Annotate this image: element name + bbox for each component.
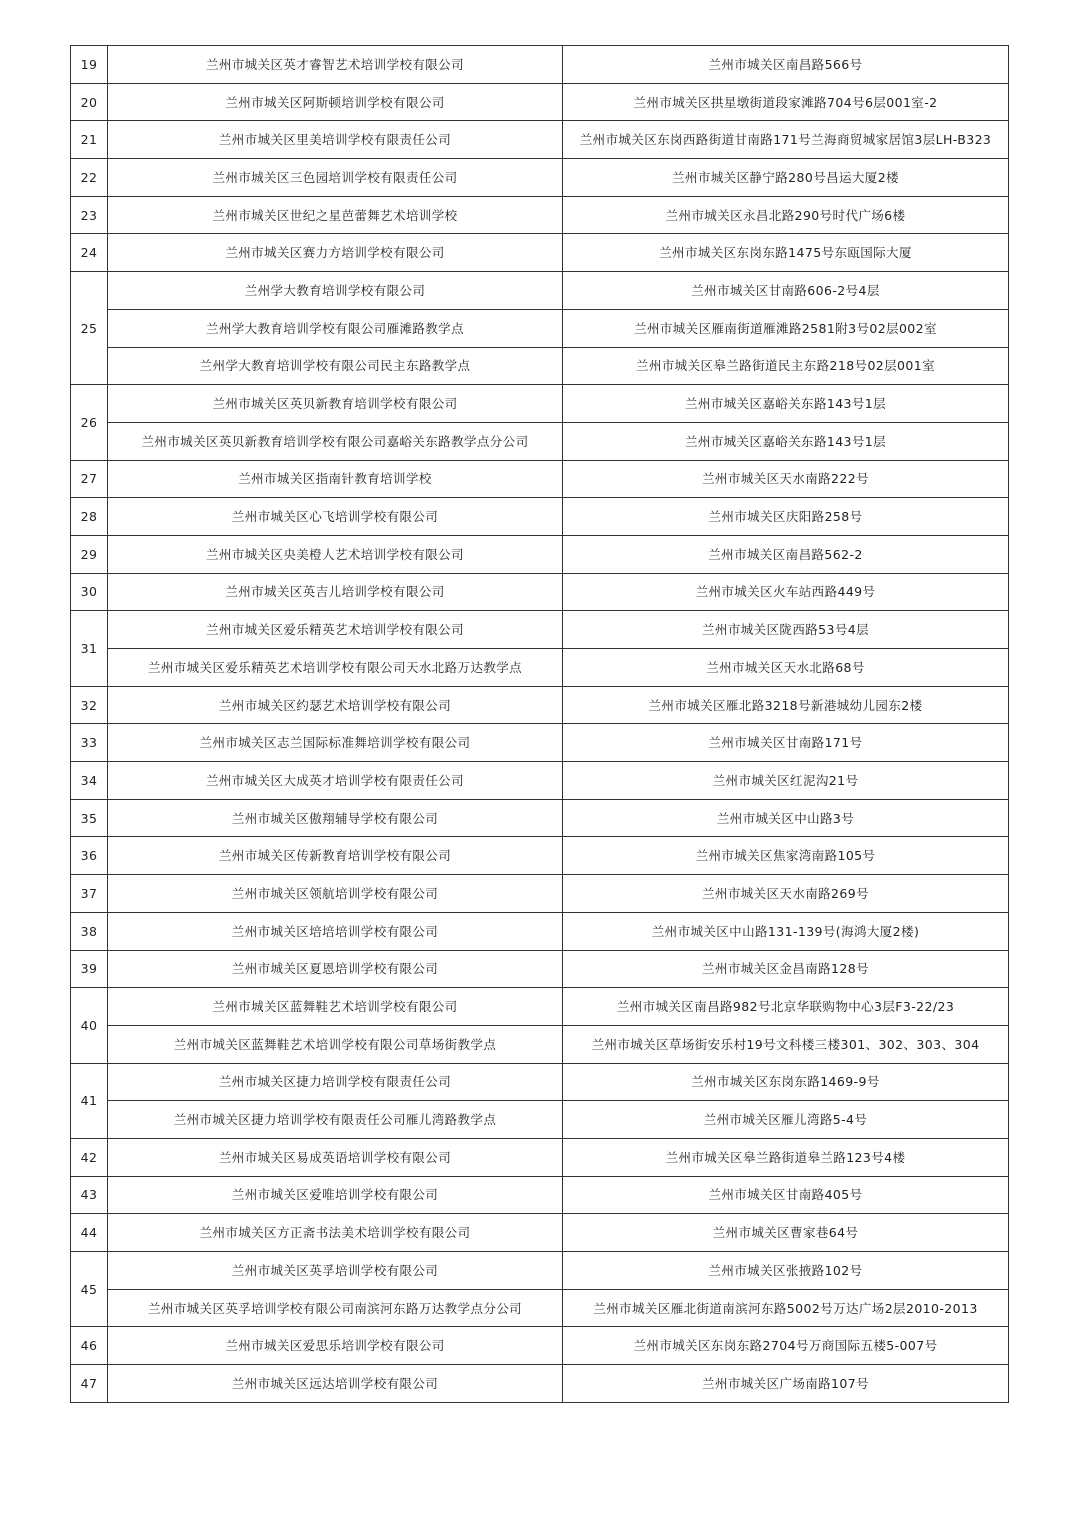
school-name: 兰州市城关区英吉儿培训学校有限公司: [108, 573, 563, 611]
school-address: 兰州市城关区曹家巷64号: [563, 1214, 1009, 1252]
school-name: 兰州市城关区心飞培训学校有限公司: [108, 498, 563, 536]
table-row: [71, 234, 1009, 272]
row-number: 44: [71, 1214, 108, 1252]
school-name: 兰州市城关区英孚培训学校有限公司: [108, 1252, 563, 1290]
school-name: 兰州市城关区英贝新教育培训学校有限公司嘉峪关东路教学点分公司: [108, 422, 563, 460]
school-name: 兰州市城关区三色园培训学校有限责任公司: [108, 159, 563, 197]
school-name: 兰州市城关区蓝舞鞋艺术培训学校有限公司草场街教学点: [108, 1025, 563, 1063]
table-row: [71, 912, 1009, 950]
row-number: 21: [71, 121, 108, 159]
school-address: 兰州市城关区焦家湾南路105号: [563, 837, 1009, 875]
table-row: [71, 724, 1009, 762]
school-name: 兰州学大教育培训学校有限公司雁滩路教学点: [108, 309, 563, 347]
school-address: 兰州市城关区天水南路222号: [563, 460, 1009, 498]
school-address: 兰州市城关区永昌北路290号时代广场6楼: [563, 196, 1009, 234]
table-row: [71, 988, 1009, 1026]
school-address: 兰州市城关区甘南路405号: [563, 1176, 1009, 1214]
row-number: 19: [71, 46, 108, 84]
row-number: 45: [71, 1252, 108, 1327]
row-number: 28: [71, 498, 108, 536]
table-row: [71, 498, 1009, 536]
row-number: 34: [71, 762, 108, 800]
school-list-table: [70, 45, 1009, 1403]
table-row: [71, 837, 1009, 875]
row-number: 29: [71, 535, 108, 573]
table-row: [71, 686, 1009, 724]
school-name: 兰州市城关区央美橙人艺术培训学校有限公司: [108, 535, 563, 573]
school-name: 兰州市城关区英才睿智艺术培训学校有限公司: [108, 46, 563, 84]
school-address: 兰州市城关区雁儿湾路5-4号: [563, 1101, 1009, 1139]
row-number: 30: [71, 573, 108, 611]
school-address: 兰州市城关区陇西路53号4层: [563, 611, 1009, 649]
school-address: 兰州市城关区东岗东路1469-9号: [563, 1063, 1009, 1101]
school-address: 兰州市城关区天水北路68号: [563, 649, 1009, 687]
school-address: 兰州市城关区中山路3号: [563, 799, 1009, 837]
school-name: 兰州市城关区指南针教育培训学校: [108, 460, 563, 498]
school-address: 兰州市城关区中山路131-139号(海鸿大厦2楼): [563, 912, 1009, 950]
table-row: [71, 535, 1009, 573]
school-address: 兰州市城关区雁北路3218号新港城幼儿园东2楼: [563, 686, 1009, 724]
table-row: [71, 573, 1009, 611]
table-row: [71, 121, 1009, 159]
school-address: 兰州市城关区南昌路562-2: [563, 535, 1009, 573]
table-row: [71, 1252, 1009, 1290]
school-name: 兰州市城关区传新教育培训学校有限公司: [108, 837, 563, 875]
school-name: 兰州市城关区大成英才培训学校有限责任公司: [108, 762, 563, 800]
school-name: 兰州市城关区领航培训学校有限公司: [108, 875, 563, 913]
school-name: 兰州市城关区夏恩培训学校有限公司: [108, 950, 563, 988]
school-name: 兰州学大教育培训学校有限公司: [108, 272, 563, 310]
table-body: [71, 46, 1009, 1403]
school-address: 兰州市城关区张掖路102号: [563, 1252, 1009, 1290]
row-number: 25: [71, 272, 108, 385]
table-row: [71, 83, 1009, 121]
table-row: [71, 611, 1009, 649]
school-name: 兰州市城关区英孚培训学校有限公司南滨河东路万达教学点分公司: [108, 1289, 563, 1327]
row-number: 38: [71, 912, 108, 950]
table-row: [71, 1365, 1009, 1403]
table-row: [71, 1025, 1009, 1063]
school-address: 兰州市城关区东岗东路1475号东瓯国际大厦: [563, 234, 1009, 272]
table-row: [71, 762, 1009, 800]
school-name: 兰州市城关区捷力培训学校有限责任公司: [108, 1063, 563, 1101]
row-number: 36: [71, 837, 108, 875]
school-name: 兰州市城关区赛力方培训学校有限公司: [108, 234, 563, 272]
school-address: 兰州市城关区火车站西路449号: [563, 573, 1009, 611]
table-row: [71, 950, 1009, 988]
table-row: [71, 1214, 1009, 1252]
school-address: 兰州市城关区嘉峪关东路143号1层: [563, 422, 1009, 460]
row-number: 42: [71, 1138, 108, 1176]
school-name: 兰州市城关区方正斋书法美术培训学校有限公司: [108, 1214, 563, 1252]
school-address: 兰州市城关区嘉峪关东路143号1层: [563, 385, 1009, 423]
school-address: 兰州市城关区南昌路982号北京华联购物中心3层F3-22/23: [563, 988, 1009, 1026]
table-row: [71, 196, 1009, 234]
row-number: 46: [71, 1327, 108, 1365]
row-number: 20: [71, 83, 108, 121]
row-number: 40: [71, 988, 108, 1063]
table-row: [71, 1063, 1009, 1101]
table-row: [71, 159, 1009, 197]
table-row: [71, 272, 1009, 310]
school-address: 兰州市城关区拱星墩街道段家滩路704号6层001室-2: [563, 83, 1009, 121]
school-name: 兰州市城关区世纪之星芭蕾舞艺术培训学校: [108, 196, 563, 234]
school-address: 兰州市城关区雁北街道南滨河东路5002号万达广场2层2010-2013: [563, 1289, 1009, 1327]
row-number: 26: [71, 385, 108, 460]
school-name: 兰州市城关区志兰国际标准舞培训学校有限公司: [108, 724, 563, 762]
table-row: [71, 385, 1009, 423]
table-row: [71, 799, 1009, 837]
row-number: 27: [71, 460, 108, 498]
school-name: 兰州市城关区蓝舞鞋艺术培训学校有限公司: [108, 988, 563, 1026]
school-address: 兰州市城关区金昌南路128号: [563, 950, 1009, 988]
row-number: 23: [71, 196, 108, 234]
table-row: [71, 1101, 1009, 1139]
row-number: 31: [71, 611, 108, 686]
school-address: 兰州市城关区南昌路566号: [563, 46, 1009, 84]
school-address: 兰州市城关区红泥沟21号: [563, 762, 1009, 800]
row-number: 39: [71, 950, 108, 988]
row-number: 43: [71, 1176, 108, 1214]
school-address: 兰州市城关区草场街安乐村19号文科楼三楼301、302、303、304: [563, 1025, 1009, 1063]
table-row: [71, 1138, 1009, 1176]
school-name: 兰州市城关区远达培训学校有限公司: [108, 1365, 563, 1403]
table-row: [71, 422, 1009, 460]
school-address: 兰州市城关区雁南街道雁滩路2581附3号02层002室: [563, 309, 1009, 347]
school-address: 兰州市城关区天水南路269号: [563, 875, 1009, 913]
school-name: 兰州市城关区易成英语培训学校有限公司: [108, 1138, 563, 1176]
school-address: 兰州市城关区东岗东路2704号万商国际五楼5-007号: [563, 1327, 1009, 1365]
table-row: [71, 309, 1009, 347]
school-name: 兰州市城关区傲翔辅导学校有限公司: [108, 799, 563, 837]
school-name: 兰州市城关区爱乐精英艺术培训学校有限公司天水北路万达教学点: [108, 649, 563, 687]
row-number: 35: [71, 799, 108, 837]
table-row: [71, 46, 1009, 84]
table-row: [71, 460, 1009, 498]
school-address: 兰州市城关区东岗西路街道甘南路171号兰海商贸城家居馆3层LH-B323: [563, 121, 1009, 159]
school-name: 兰州市城关区里美培训学校有限责任公司: [108, 121, 563, 159]
school-name: 兰州市城关区捷力培训学校有限责任公司雁儿湾路教学点: [108, 1101, 563, 1139]
row-number: 24: [71, 234, 108, 272]
school-name: 兰州市城关区爱思乐培训学校有限公司: [108, 1327, 563, 1365]
school-address: 兰州市城关区广场南路107号: [563, 1365, 1009, 1403]
row-number: 32: [71, 686, 108, 724]
school-address: 兰州市城关区甘南路171号: [563, 724, 1009, 762]
row-number: 22: [71, 159, 108, 197]
table-row: [71, 1327, 1009, 1365]
school-name: 兰州市城关区英贝新教育培训学校有限公司: [108, 385, 563, 423]
school-address: 兰州市城关区庆阳路258号: [563, 498, 1009, 536]
school-name: 兰州市城关区阿斯顿培训学校有限公司: [108, 83, 563, 121]
school-name: 兰州市城关区约瑟艺术培训学校有限公司: [108, 686, 563, 724]
row-number: 41: [71, 1063, 108, 1138]
table-row: [71, 649, 1009, 687]
school-name: 兰州市城关区爱乐精英艺术培训学校有限公司: [108, 611, 563, 649]
table-row: [71, 875, 1009, 913]
school-address: 兰州市城关区甘南路606-2号4层: [563, 272, 1009, 310]
school-name: 兰州学大教育培训学校有限公司民主东路教学点: [108, 347, 563, 385]
school-name: 兰州市城关区爱唯培训学校有限公司: [108, 1176, 563, 1214]
school-name: 兰州市城关区培培培训学校有限公司: [108, 912, 563, 950]
table-row: [71, 1176, 1009, 1214]
row-number: 33: [71, 724, 108, 762]
table-row: [71, 347, 1009, 385]
school-address: 兰州市城关区静宁路280号昌运大厦2楼: [563, 159, 1009, 197]
school-address: 兰州市城关区皋兰路街道皋兰路123号4楼: [563, 1138, 1009, 1176]
school-address: 兰州市城关区皋兰路街道民主东路218号02层001室: [563, 347, 1009, 385]
row-number: 37: [71, 875, 108, 913]
table-row: [71, 1289, 1009, 1327]
row-number: 47: [71, 1365, 108, 1403]
